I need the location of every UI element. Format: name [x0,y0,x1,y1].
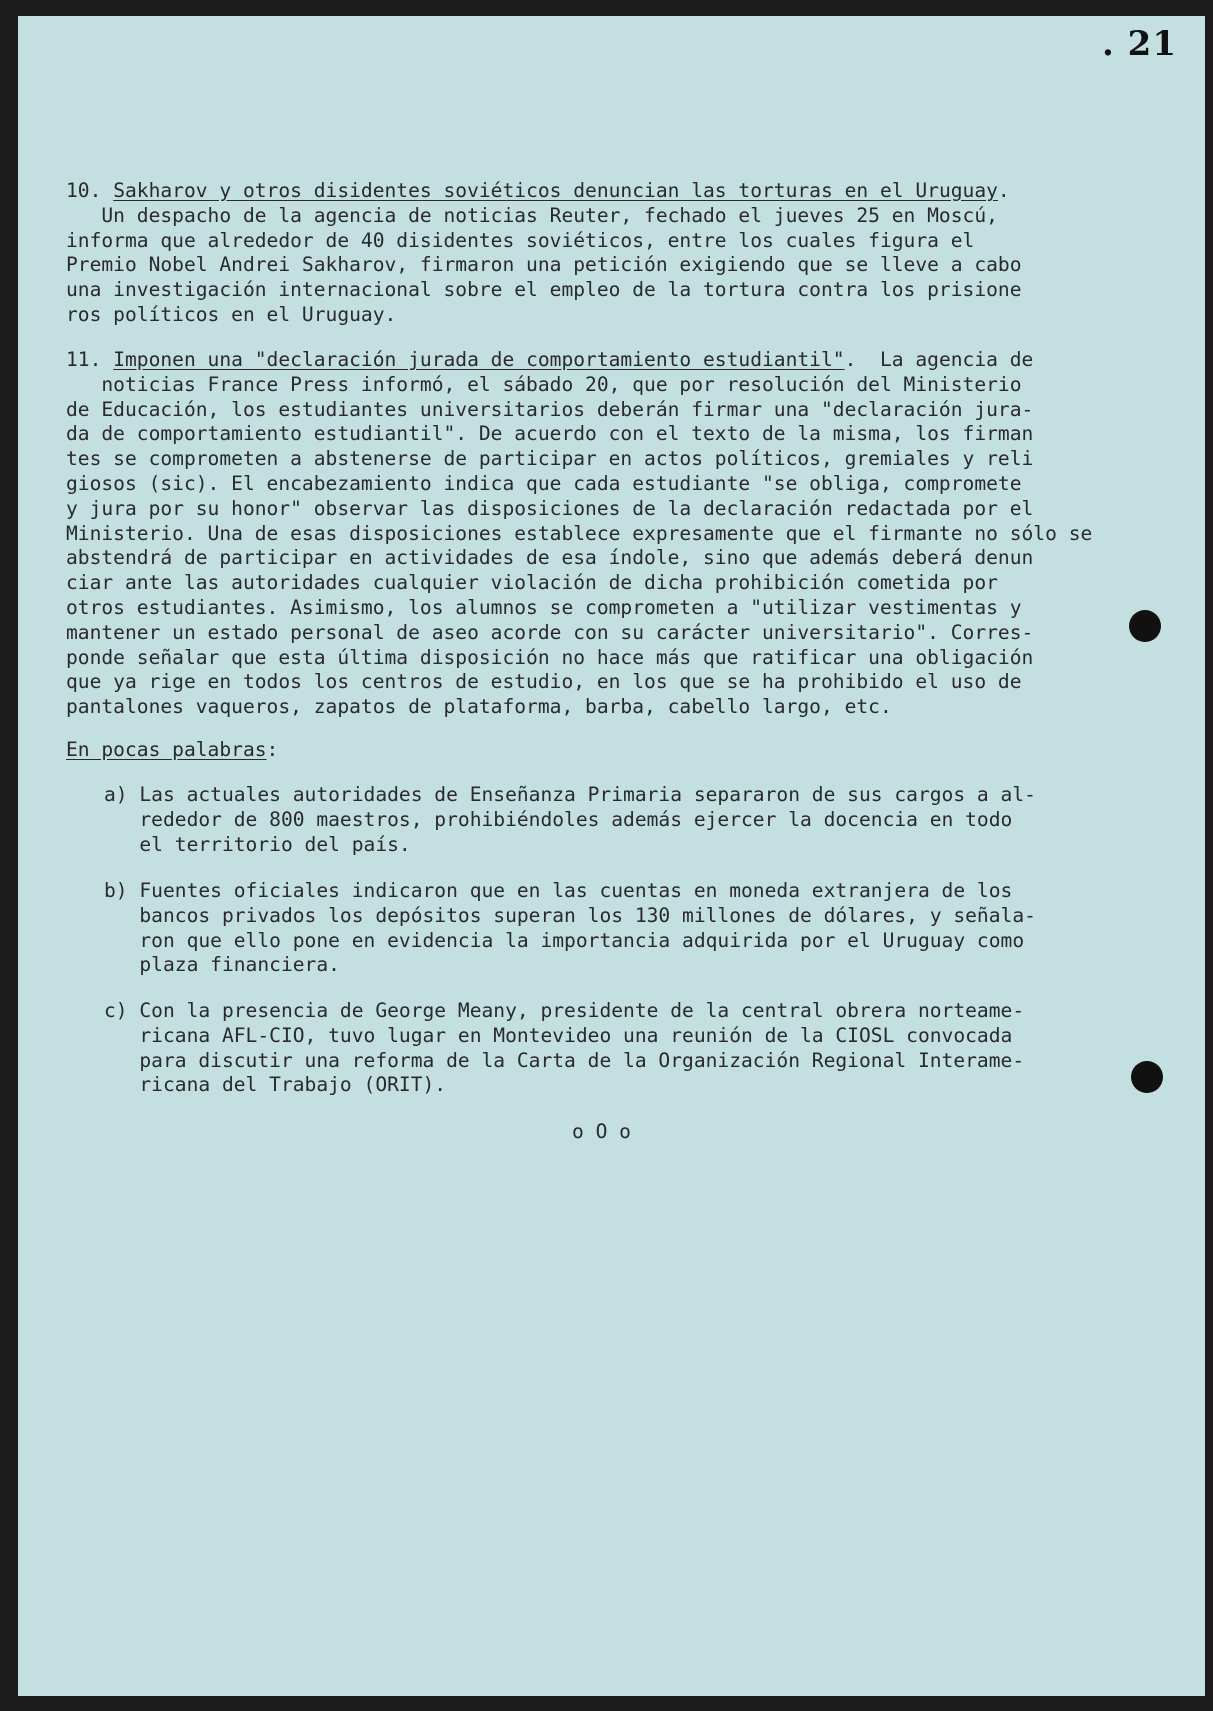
item-10-line: Un despacho de la agencia de noticias Reuter, fechado el jueves 25 en Moscú, [66,203,998,227]
item-11 [66,348,1093,720]
item-11-line: ponde señalar que esta última disposición no hace más que ratificar una obligación [66,645,1034,669]
item-10-line: informa que alrededor de 40 disidentes soviéticos, entre los cuales figura el [66,228,975,252]
summary-heading-line [66,738,1076,763]
summary-item-line: Con la presencia de George Meany, presidente de la central obrera norteame- [139,999,1025,1022]
item-11-line: giosos (sic). El encabezamiento indica que cada estudiante "se obliga, compromete [66,471,1022,495]
summary-item-line: Las actuales autoridades de Enseñanza Primaria separaron de sus cargos a al- [139,783,1036,806]
item-10-line: una investigación internacional sobre el empleo de la tortura contra los prisione [66,278,1022,302]
summary-item-c [104,999,1114,1098]
item-11-line: abstendrá de participar en actividades de esa índole, sino que además deberá denun [66,546,1034,570]
item-10-heading-end: . [997,179,1010,202]
item-11-line: ciar ante las autoridades cualquier violación de dicha prohibición cometida por [66,571,998,595]
item-11-line: mantener un estado personal de aseo acorde con su carácter universitario". Corres- [66,620,1034,644]
summary-item-marker: c) [104,999,128,1022]
document-page [18,16,1205,1696]
item-11-line: otros estudiantes. Asimismo, los alumnos se comprometen a "utilizar vestimentas y [66,595,1022,619]
summary-item-b [104,879,1114,978]
item-11-line: y jura por su honor" observar las disposiciones de la declaración redactada por el [66,496,1034,520]
item-11-line: tes se comprometen a abstenerse de participar en actos políticos, gremiales y reli [66,447,1034,471]
summary-item-line: ricana AFL-CIO, tuvo lugar en Montevideo una reunión de la CIOSL convocada [139,1023,1013,1047]
summary-item-a [104,783,1114,857]
item-11-line: noticias France Press informó, el sábado 20, que por resolución del Ministerio [66,372,1022,396]
summary-item-line: Fuentes oficiales indicaron que en las cuentas en moneda extranjera de los [139,879,1013,902]
summary-item-line: el territorio del país. [139,832,411,856]
item-10-line: ros políticos en el Uruguay. [66,302,397,326]
item-10-line: Premio Nobel Andrei Sakharov, firmaron una petición exigiendo que se lleve a cabo [66,253,1022,277]
end-mark: o O o [572,1120,631,1143]
summary-heading: En pocas palabras [66,738,267,761]
punch-hole-icon [1129,610,1161,642]
punch-hole-icon [1131,1061,1163,1093]
item-11-line: da de comportamiento estudiantil". De acuerdo con el texto de la misma, los firman [66,422,1034,446]
item-11-line: Ministerio. Una de esas disposiciones establece expresamente que el firmante no sólo se [66,521,1093,545]
summary-item-line: ricana del Trabajo (ORIT). [139,1073,447,1097]
item-11-line: pantalones vaqueros, zapatos de plataforma, barba, cabello largo, etc. [66,695,892,719]
page-number: . 21 [1102,24,1177,64]
item-11-line: de Educación, los estudiantes universitarios deberán firmar una "declaración jura- [66,397,1034,421]
summary-item-marker: b) [104,879,128,902]
summary-item-marker: a) [104,783,128,806]
item-10-number: 10. [66,179,102,202]
item-11-line: que ya rige en todos los centros de estudio, en los que se ha prohibido el uso de [66,670,1022,694]
summary-item-line: rededor de 800 maestros, prohibiéndoles además ejercer la docencia en todo [139,807,1013,831]
summary-item-line: plaza financiera. [139,953,340,977]
summary-heading-end: : [266,738,279,761]
item-10-heading: Sakharov y otros disidentes soviéticos denuncian las torturas en el Uruguay [113,179,998,202]
item-11-heading: Imponen una "declaración jurada de comportamiento estudiantil" [113,348,845,371]
item-11-number: 11. [66,348,102,371]
summary-item-line: para discutir una reforma de la Carta de la Organización Regional Interame- [139,1048,1025,1072]
item-11-heading-end: . La agencia de [844,348,1034,371]
summary-item-line: bancos privados los depósitos superan los 130 millones de dólares, y señala- [139,903,1036,927]
summary-item-line: ron que ello pone en evidencia la importancia adquirida por el Uruguay como [139,928,1025,952]
item-10 [66,179,1076,328]
